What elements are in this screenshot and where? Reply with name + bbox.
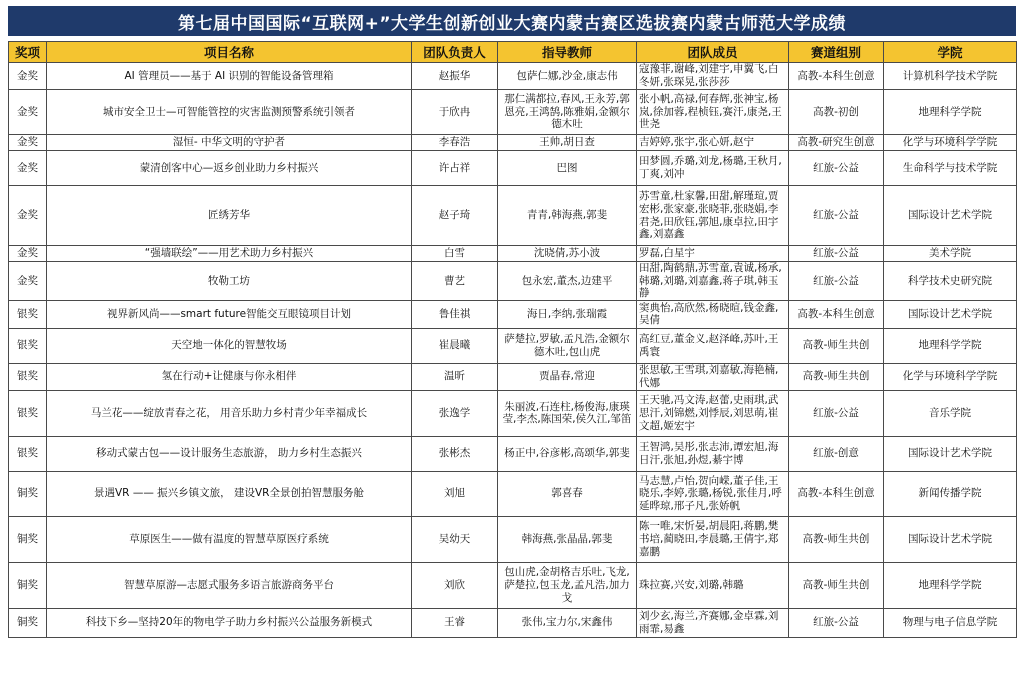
track-cell: 红旅-公益	[789, 186, 884, 246]
members-cell: 苏雪童,杜家馨,田甜,解瑾瑄,贾宏彬,张家豪,张晓菲,张晓娟,李君尧,田欣钰,郭旭,康卓拉,田宇鑫,刘嘉鑫	[637, 186, 789, 246]
advisors-cell: 包萨仁娜,沙金,康志伟	[498, 63, 637, 90]
project-cell: 蒙清创客中心—返乡创业助力乡村振兴	[47, 151, 412, 186]
project-cell: 牧勒工坊	[47, 262, 412, 301]
members-cell: 马志慧,卢怡,贺向嵘,董子佳,王晓乐,李婷,张璐,杨锐,张佳月,呼延晔琼,邢子凡,张娇帆	[637, 471, 789, 516]
college-cell: 科学技术史研究院	[884, 262, 1017, 301]
track-cell: 高教-本科生创意	[789, 471, 884, 516]
track-cell: 高教-师生共创	[789, 516, 884, 562]
members-cell: 王智鸿,吴彤,张志沛,谭宏旭,海日汗,张旭,孙煜,綦宇博	[637, 436, 789, 471]
members-cell: 张小帆,高禄,何春辉,张神宝,杨岚,徐加蓉,程桢钰,赛汗,康尧,王世尧	[637, 90, 789, 135]
award-cell: 金奖	[9, 90, 47, 135]
college-cell: 计算机科学技术学院	[884, 63, 1017, 90]
track-cell: 红旅-公益	[789, 262, 884, 301]
table-row	[9, 471, 1017, 516]
college-cell: 新闻传播学院	[884, 471, 1017, 516]
table-row	[9, 390, 1017, 436]
leader-cell: 崔晨曦	[412, 328, 498, 363]
project-cell: 科技下乡—坚持20年的物电学子助力乡村振兴公益服务新模式	[47, 608, 412, 637]
college-cell: 美术学院	[884, 246, 1017, 262]
award-cell: 银奖	[9, 328, 47, 363]
project-cell: 天空地一体化的智慧牧场	[47, 328, 412, 363]
table-row	[9, 328, 1017, 363]
track-cell: 红旅-创意	[789, 436, 884, 471]
advisors-cell: 王帅,胡日查	[498, 135, 637, 151]
members-cell: 寇豫菲,谢峰,刘建宇,申翼飞,白冬妍,张琛晃,张莎莎	[637, 63, 789, 90]
members-cell: 珠拉赛,兴安,刘璐,韩璐	[637, 562, 789, 608]
project-cell: AI 管理员——基于 AI 识别的智能设备管理箱	[47, 63, 412, 90]
members-cell: 罗磊,白星宇	[637, 246, 789, 262]
leader-cell: 刘旭	[412, 471, 498, 516]
advisors-cell: 那仁满都拉,春风,王永芳,郭恩亮,王鸿鹄,陈雅娟,金额尔德木吐	[498, 90, 637, 135]
advisors-cell: 萨楚拉,罗敏,孟凡浩,金额尔德木吐,包山虎	[498, 328, 637, 363]
table-row	[9, 516, 1017, 562]
members-cell: 刘少玄,海兰,齐赛娜,金卓霖,刘雨霏,易鑫	[637, 608, 789, 637]
members-cell: 王天驰,冯文涛,赵蕾,史雨琪,武思汗,刘锦燃,刘悸辰,刘思萌,崔文超,姬宏宇	[637, 390, 789, 436]
members-cell: 田梦圆,乔璐,刘龙,杨璐,王秋月,丁爽,刘冲	[637, 151, 789, 186]
leader-cell: 温昕	[412, 363, 498, 390]
project-cell: “强墙联绘”——用艺术助力乡村振兴	[47, 246, 412, 262]
award-cell: 金奖	[9, 186, 47, 246]
leader-cell: 赵子琦	[412, 186, 498, 246]
project-cell: 智慧草原游—志愿式服务多语言旅游商务平台	[47, 562, 412, 608]
award-cell: 铜奖	[9, 562, 47, 608]
advisors-cell: 包山虎,金胡格吉乐吐,飞龙,萨楚拉,包玉龙,孟凡浩,加力戈	[498, 562, 637, 608]
members-cell: 田甜,陶鹤鼎,苏雪童,袁诚,杨承,韩璐,刘璐,刘嘉鑫,蒋子琪,韩玉静	[637, 262, 789, 301]
track-cell: 高教-研究生创意	[789, 135, 884, 151]
members-cell: 窦典怡,高欣然,杨晓暄,钱金鑫,吴倩	[637, 300, 789, 328]
track-cell: 高教-初创	[789, 90, 884, 135]
track-cell: 红旅-公益	[789, 390, 884, 436]
table-row	[9, 608, 1017, 637]
college-cell: 地理科学学院	[884, 90, 1017, 135]
advisors-cell: 青青,韩海燕,郭斐	[498, 186, 637, 246]
table-row	[9, 90, 1017, 135]
members-cell: 陈一唯,宋忻晏,胡晨阳,蒋鹏,樊书培,蔺晓田,李晨璐,王倩宇,郑嘉鹏	[637, 516, 789, 562]
college-cell: 地理科学学院	[884, 562, 1017, 608]
college-cell: 国际设计艺术学院	[884, 436, 1017, 471]
advisors-cell: 杨正中,谷彦彬,高颂华,郭斐	[498, 436, 637, 471]
track-cell: 高教-师生共创	[789, 363, 884, 390]
table-row	[9, 151, 1017, 186]
header-award: 奖项	[9, 42, 47, 63]
advisors-cell: 郭喜春	[498, 471, 637, 516]
advisors-cell: 张伟,宝力尔,宋鑫伟	[498, 608, 637, 637]
track-cell: 红旅-公益	[789, 608, 884, 637]
project-cell: 移动式蒙古包——设计服务生态旅游， 助力乡村生态振兴	[47, 436, 412, 471]
award-cell: 金奖	[9, 262, 47, 301]
leader-cell: 吴幼天	[412, 516, 498, 562]
members-cell: 张思敏,王雪琪,刘嘉敏,海艳楠,代娜	[637, 363, 789, 390]
college-cell: 化学与环境科学学院	[884, 363, 1017, 390]
table-row	[9, 436, 1017, 471]
track-cell: 高教-师生共创	[789, 328, 884, 363]
leader-cell: 王睿	[412, 608, 498, 637]
leader-cell: 白雪	[412, 246, 498, 262]
advisors-cell: 包永宏,董杰,边建平	[498, 262, 637, 301]
college-cell: 地理科学学院	[884, 328, 1017, 363]
award-cell: 银奖	[9, 363, 47, 390]
project-cell: 湿恒- 中华文明的守护者	[47, 135, 412, 151]
members-cell: 高红豆,董金义,赵泽峰,苏叶,王禹寰	[637, 328, 789, 363]
award-cell: 银奖	[9, 300, 47, 328]
project-cell: 草原医生——做有温度的智慧草原医疗系统	[47, 516, 412, 562]
header-advisors: 指导教师	[498, 42, 637, 63]
header-leader: 团队负责人	[412, 42, 498, 63]
advisors-cell: 朱丽波,石连柱,杨俊海,康瑛莹,李杰,陈国荣,侯久江,邹笛	[498, 390, 637, 436]
college-cell: 化学与环境科学学院	[884, 135, 1017, 151]
advisors-cell: 沈晓倩,苏小波	[498, 246, 637, 262]
college-cell: 国际设计艺术学院	[884, 516, 1017, 562]
leader-cell: 李春浩	[412, 135, 498, 151]
track-cell: 高教-本科生创意	[789, 300, 884, 328]
project-cell: 氢在行动+让健康与你永相伴	[47, 363, 412, 390]
award-cell: 金奖	[9, 135, 47, 151]
award-cell: 银奖	[9, 390, 47, 436]
track-cell: 高教-师生共创	[789, 562, 884, 608]
header-members: 团队成员	[637, 42, 789, 63]
advisors-cell: 韩海燕,张晶晶,郭斐	[498, 516, 637, 562]
table-row	[9, 562, 1017, 608]
table-row	[9, 135, 1017, 151]
header-track: 赛道组别	[789, 42, 884, 63]
leader-cell: 曹艺	[412, 262, 498, 301]
leader-cell: 鲁佳祺	[412, 300, 498, 328]
award-cell: 金奖	[9, 151, 47, 186]
table-row	[9, 363, 1017, 390]
header-project: 项目名称	[47, 42, 412, 63]
project-cell: 视界新风尚——smart future智能交互眼镜项目计划	[47, 300, 412, 328]
table-row	[9, 63, 1017, 90]
table-row	[9, 262, 1017, 301]
college-cell: 国际设计艺术学院	[884, 186, 1017, 246]
project-cell: 景遇VR —— 振兴乡镇文旅， 建设VR全景创拍智慧服务舱	[47, 471, 412, 516]
table-header-row	[9, 42, 1017, 63]
leader-cell: 张逸学	[412, 390, 498, 436]
table-row	[9, 300, 1017, 328]
track-cell: 红旅-公益	[789, 151, 884, 186]
leader-cell: 于欣冉	[412, 90, 498, 135]
college-cell: 音乐学院	[884, 390, 1017, 436]
leader-cell: 赵振华	[412, 63, 498, 90]
college-cell: 生命科学与技术学院	[884, 151, 1017, 186]
award-cell: 铜奖	[9, 516, 47, 562]
advisors-cell: 海日,李纳,张瑞霞	[498, 300, 637, 328]
leader-cell: 刘欣	[412, 562, 498, 608]
award-cell: 铜奖	[9, 608, 47, 637]
project-cell: 匠绣芳华	[47, 186, 412, 246]
college-cell: 国际设计艺术学院	[884, 300, 1017, 328]
project-cell: 城市安全卫士—可智能管控的灾害监测预警系统引领者	[47, 90, 412, 135]
advisors-cell: 巴图	[498, 151, 637, 186]
award-cell: 金奖	[9, 63, 47, 90]
page-title: 第七届中国国际“互联网+”大学生创新创业大赛内蒙古赛区选拔赛内蒙古师范大学成绩	[8, 6, 1016, 36]
award-cell: 金奖	[9, 246, 47, 262]
table-row	[9, 246, 1017, 262]
track-cell: 红旅-公益	[789, 246, 884, 262]
advisors-cell: 贾晶春,常迎	[498, 363, 637, 390]
header-college: 学院	[884, 42, 1017, 63]
college-cell: 物理与电子信息学院	[884, 608, 1017, 637]
results-table	[8, 41, 1017, 638]
members-cell: 吉婷婷,张宇,张心妍,赵宁	[637, 135, 789, 151]
award-cell: 铜奖	[9, 471, 47, 516]
table-row	[9, 186, 1017, 246]
award-cell: 银奖	[9, 436, 47, 471]
leader-cell: 许占祥	[412, 151, 498, 186]
track-cell: 高教-本科生创意	[789, 63, 884, 90]
leader-cell: 张彬杰	[412, 436, 498, 471]
project-cell: 马兰花——绽放青春之花， 用音乐助力乡村青少年幸福成长	[47, 390, 412, 436]
